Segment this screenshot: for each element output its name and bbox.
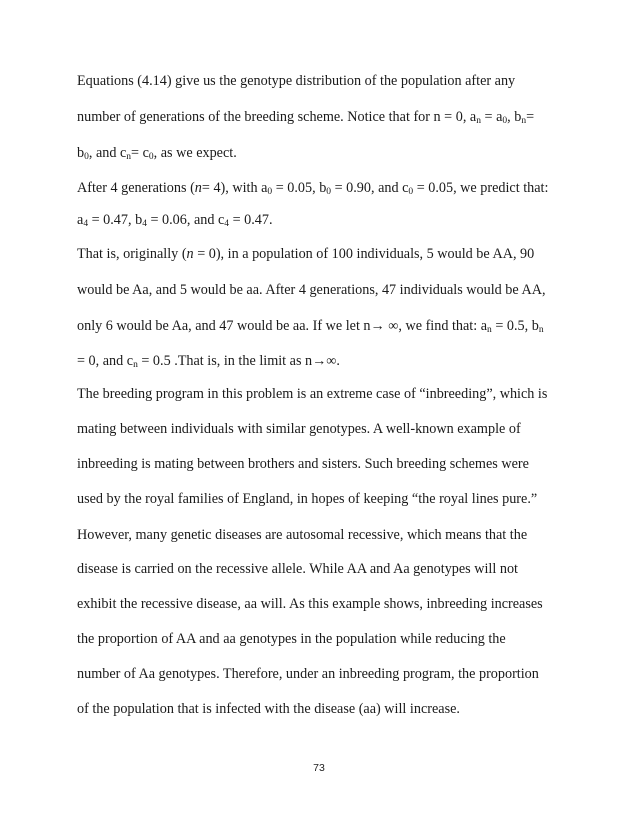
variable-n: n — [186, 246, 194, 262]
subscript: 0 — [267, 187, 273, 197]
subscript: 0 — [408, 187, 414, 197]
text-segment: = 4), with a — [201, 180, 268, 196]
text-segment: = 0.05, we predict that: — [413, 180, 549, 196]
text-segment: Equations (4.14) give us the genotype distribution of the population after any — [77, 73, 516, 89]
paragraph-4-line-9 — [77, 665, 539, 683]
text-segment: of the population that is infected with the disease (aa) will increase. — [77, 701, 460, 717]
text-segment: disease is carried on the recessive allele. While AA and Aa genotypes will not — [77, 561, 518, 577]
text-segment: That is, originally ( — [77, 246, 187, 262]
text-segment: , and c — [88, 145, 127, 161]
variable-n: n — [194, 180, 202, 196]
text-segment: would be Aa, and 5 would be aa. After 4 generations, 47 individuals would be AA, — [77, 282, 546, 298]
paragraph-4-line-1 — [77, 385, 547, 403]
paragraph-4-line-6 — [77, 560, 518, 578]
subscript: n — [538, 325, 544, 335]
text-segment: mating between individuals with similar genotypes. A well-known example of — [77, 421, 521, 437]
text-segment: = 0.5 .That is, in the limit as n→∞. — [137, 353, 340, 369]
text-segment: = 0, and c — [77, 353, 134, 369]
subscript: 0 — [84, 152, 89, 162]
text-segment: The breeding program in this problem is an extreme case of “inbreeding”, which is — [77, 386, 548, 402]
subscript: 0 — [148, 152, 154, 162]
text-segment: = 0.47, b — [88, 212, 143, 228]
paragraph-4-line-8 — [77, 630, 506, 648]
subscript: n — [476, 116, 481, 126]
text-segment: However, many genetic diseases are autosomal recessive, which means that the — [77, 527, 528, 543]
text-segment: used by the royal families of England, in hopes of keeping “the royal lines pure.” — [77, 491, 538, 507]
subscript: 0 — [502, 116, 508, 126]
text-segment: = 0.90, and c — [331, 180, 409, 196]
paragraph-2-line-1 — [77, 179, 548, 197]
paragraph-1-line-1 — [77, 72, 515, 90]
subscript: 4 — [142, 219, 147, 229]
subscript: n — [126, 152, 132, 162]
paragraph-4-line-10 — [77, 700, 460, 718]
text-segment: = 0.05, b — [272, 180, 327, 196]
paragraph-2-line-2 — [77, 211, 273, 229]
text-segment: b — [77, 145, 85, 161]
subscript: n — [521, 116, 527, 126]
paragraph-3-line-2 — [77, 281, 546, 299]
text-segment: number of Aa genotypes. Therefore, under an inbreeding program, the proportion — [77, 666, 539, 682]
text-segment: = — [526, 109, 535, 125]
subscript: 4 — [224, 219, 230, 229]
text-segment: = 0), in a population of 100 individuals, 5 would be AA, 90 — [193, 246, 535, 262]
text-segment: , as we expect. — [153, 145, 237, 161]
text-segment: = a — [480, 109, 503, 125]
text-segment: the proportion of AA and aa genotypes in the population while reducing the — [77, 631, 506, 647]
text-segment: only 6 would be Aa, and 47 would be aa. If we let n→ ∞, we find that: a — [77, 318, 488, 334]
text-segment: exhibit the recessive disease, aa will. As this example shows, inbreeding increases — [77, 596, 543, 612]
paragraph-1-line-3 — [77, 144, 237, 162]
text-segment: number of generations of the breeding scheme. Notice that for n = 0, a — [77, 109, 477, 125]
paragraph-4-line-5 — [77, 526, 527, 544]
subscript: n — [133, 360, 138, 370]
paragraph-4-line-3 — [77, 455, 529, 473]
page-number: 73 — [313, 762, 325, 774]
subscript: 0 — [326, 187, 332, 197]
text-segment: = 0.5, b — [491, 318, 539, 334]
text-segment: After 4 generations ( — [77, 180, 195, 196]
paragraph-1-line-2 — [77, 108, 534, 126]
paragraph-3-line-3 — [77, 317, 544, 335]
paragraph-4-line-2 — [77, 420, 521, 438]
text-segment: = 0.06, and c — [146, 212, 225, 228]
subscript: n — [487, 325, 492, 335]
paragraph-3-line-4 — [77, 352, 340, 370]
text-segment: a — [77, 212, 84, 228]
paragraph-4-line-4 — [77, 490, 537, 508]
paragraph-3-line-1 — [77, 245, 534, 263]
subscript: 4 — [83, 219, 89, 229]
text-segment: = 0.47. — [229, 212, 273, 228]
text-segment: inbreeding is mating between brothers and sisters. Such breeding schemes were — [77, 456, 529, 472]
text-segment: = c — [131, 145, 149, 161]
text-segment: , b — [507, 109, 522, 125]
paragraph-4-line-7 — [77, 595, 543, 613]
